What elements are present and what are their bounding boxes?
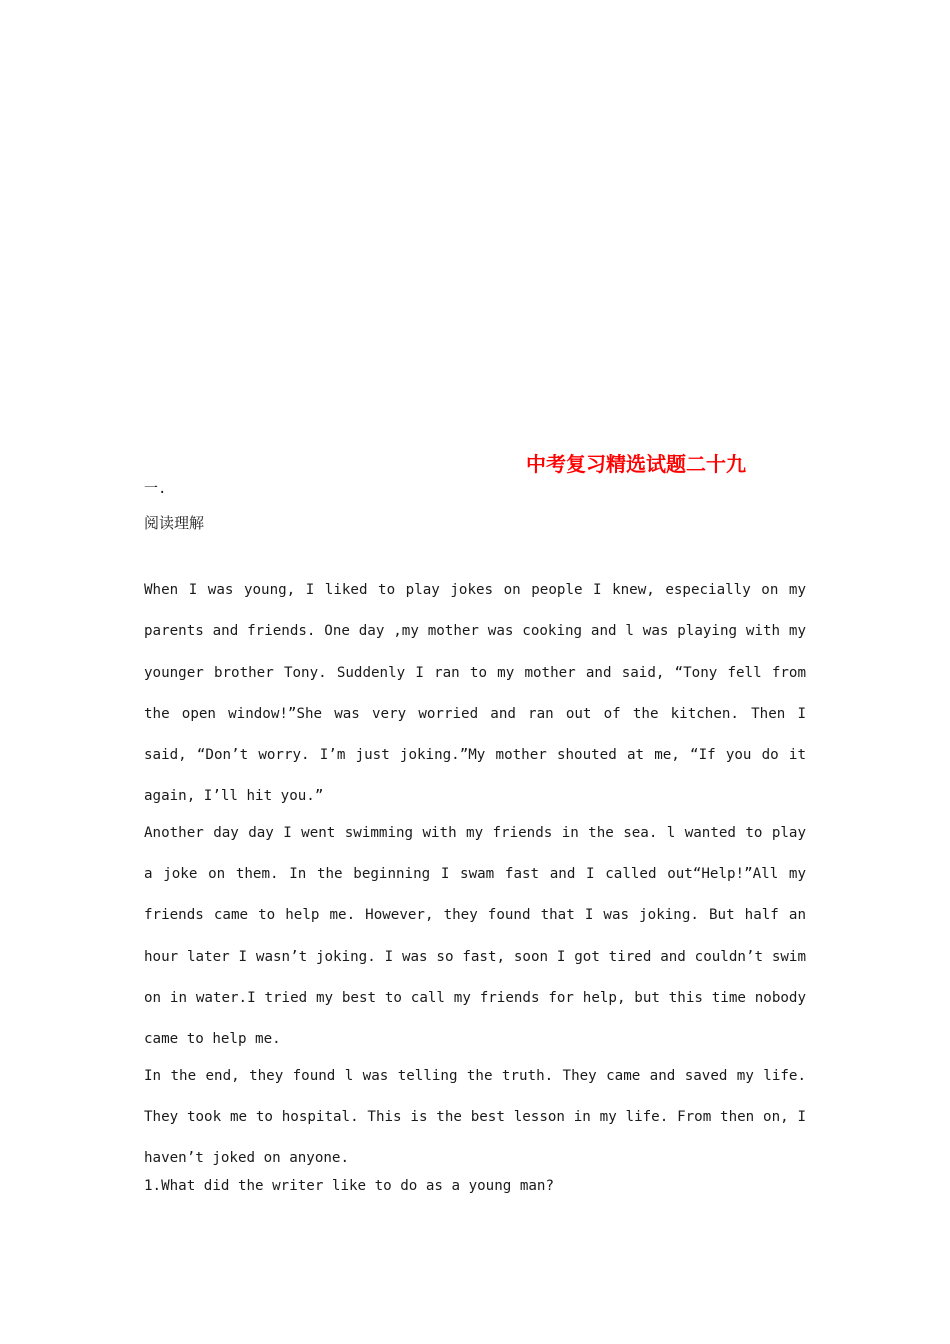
reading-passage: [144, 570, 806, 1179]
page-title: 中考复习精选试题二十九: [526, 452, 746, 476]
passage-paragraph-1: When I was young, I liked to play jokes on people I knew, especially on my parents and friends. One day ,my mother was cooking and l was playing with my younger brother Tony. Suddenly I ran to my mother and said, “Tony fell from the open window!”She was very worried and ran out of the kitchen. Then I said, “Don’t worry. I’m just joking.”My mother shouted at me, “If you do it again, I’ll hit you.”: [144, 582, 806, 805]
question-1: 1.What did the writer like to do as a young man?: [144, 1178, 554, 1194]
section-number: 一.: [144, 481, 167, 497]
passage-paragraph-2: Another day day I went swimming with my friends in the sea. l wanted to play a joke on them. In the beginning I swam fast and I called out“Help!”All my friends came to help me. However, they found that I was joking. But half an hour later I wasn’t joking. I was so fast, soon I got tired and couldn’t swim on in water.I tried my best to call my friends for help, but this time nobody came to help me.: [144, 824, 806, 1048]
section-title: 阅读理解: [144, 514, 205, 532]
passage-paragraph-3: In the end, they found l was telling the truth. They came and saved my life. They took me to hospital. This is the best lesson in my life. From then on, I haven’t joked on anyone.: [144, 1067, 806, 1167]
